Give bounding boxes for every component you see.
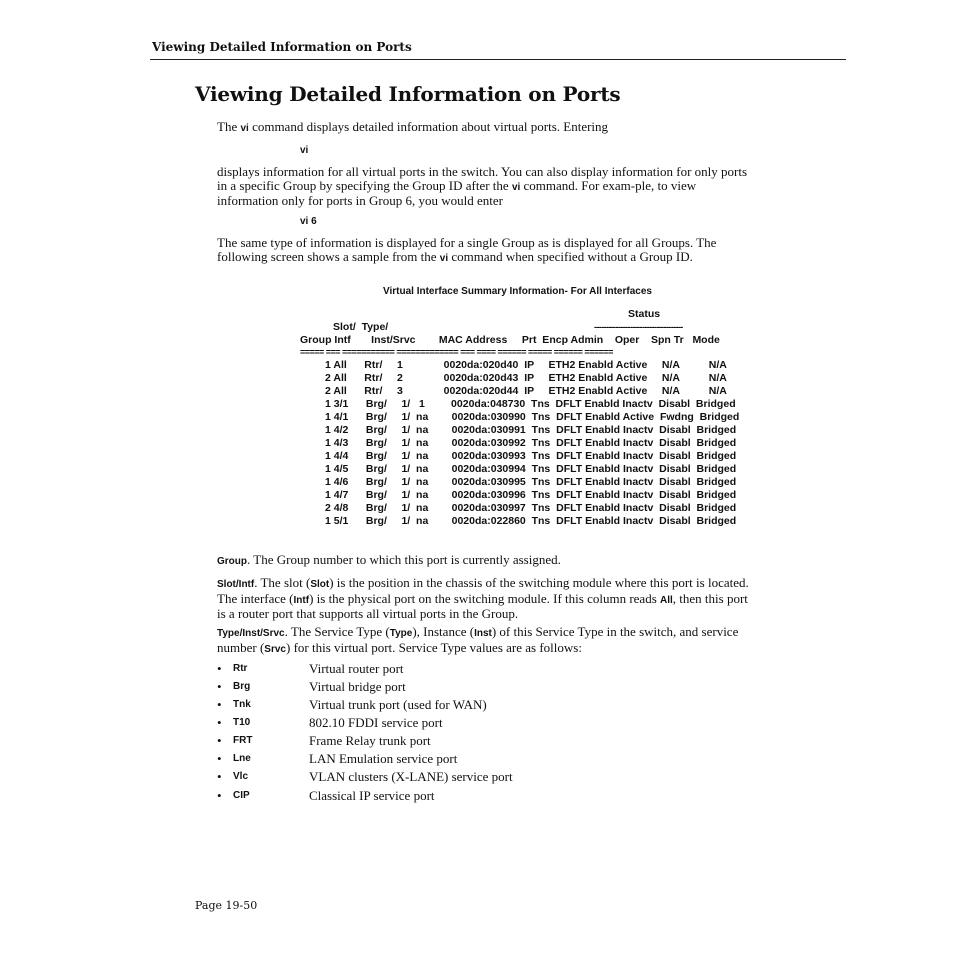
running-header: Viewing Detailed Information on Ports <box>152 40 412 54</box>
inline-command: vi <box>439 252 449 264</box>
table-row: 1 3/1 Brg/ 1/ 1 0020da:048730 Tns DFLT Enabld Inactv Disabl Bridged <box>325 398 736 410</box>
table-row: 1 4/6 Brg/ 1/ na 0020da:030995 Tns DFLT Enabld Inactv Disabl Bridged <box>325 476 737 488</box>
header-rule <box>150 59 846 60</box>
status-label: Status <box>628 308 661 320</box>
table-row: 2 4/8 Brg/ 1/ na 0020da:030997 Tns DFLT Enabld Inactv Disabl Bridged <box>325 502 737 514</box>
table-header-row-1: Slot/ Type/ <box>333 321 389 333</box>
table-row: 1 4/2 Brg/ 1/ na 0020da:030991 Tns DFLT Enabld Inactv Disabl Bridged <box>325 424 737 436</box>
term-type-inst-srvc: Type/Inst/Srvc <box>217 628 285 639</box>
intro-paragraph-3: The same type of information is displayed for a single Group as is displayed for all Groups. The following screen shows a sample from the vi command when specified without a Group ID. <box>217 235 717 264</box>
table-row: 1 4/1 Brg/ 1/ na 0020da:030990 Tns DFLT Enabld Active Fwdng Bridged <box>325 411 740 423</box>
table-row: 1 All Rtr/ 1 0020da:020d40 IP ETH2 Enabld Active N/A N/A <box>325 359 727 371</box>
definition-group: Group. The Group number to which this port is currently assigned. <box>217 552 561 567</box>
table-row: 2 All Rtr/ 2 0020da:020d43 IP ETH2 Enabld Active N/A N/A <box>325 372 727 384</box>
table-body <box>325 359 739 528</box>
definition-slot-intf: Slot/Intf. The slot (Slot) is the position in the chassis of the switching module where this port is located. The interface (Intf) is the physical port on the switching module. If this column reads All, then this port is a router port that supports all virtual ports in the Group. <box>217 575 749 621</box>
table-row: 1 5/1 Brg/ 1/ na 0020da:022860 Tns DFLT Enabld Inactv Disabl Bridged <box>325 515 737 527</box>
page-number: Page 19-50 <box>195 899 258 912</box>
intro-paragraph-2: displays information for all virtual ports in the switch. You can also display information for only ports in a specific Group by specifying the Group ID after the vi command. For exam-ple, to view information only for ports in Group 6, you would enter <box>217 164 748 208</box>
table-row: 2 All Rtr/ 3 0020da:020d44 IP ETH2 Enabld Active N/A N/A <box>325 385 727 397</box>
term-group: Group <box>217 556 247 567</box>
table-row: 1 4/5 Brg/ 1/ na 0020da:030994 Tns DFLT Enabld Inactv Disabl Bridged <box>325 463 737 475</box>
command-example-vi: vi <box>300 145 309 156</box>
command-example-vi-6: vi 6 <box>300 216 317 227</box>
page-title: Viewing Detailed Information on Ports <box>195 82 621 106</box>
definition-type-inst-srvc: Type/Inst/Srvc. The Service Type (Type), Instance (Inst) of this Service Type in the switch, and service number (Srvc) for this virtual port. Service Type values are as follows: <box>217 624 739 655</box>
term-slot-intf: Slot/Intf <box>217 579 255 590</box>
table-header-row-2: Group Intf Inst/Srvc MAC Address Prt Encp Admin Oper Spn Tr Mode <box>300 334 720 346</box>
inline-command: vi <box>240 123 249 134</box>
inline-command: vi <box>511 181 521 193</box>
intro-paragraph-1: The vi command displays detailed information about virtual ports. Entering <box>217 119 609 134</box>
table-row: 1 4/3 Brg/ 1/ na 0020da:030992 Tns DFLT Enabld Inactv Disabl Bridged <box>325 437 737 449</box>
table-separator: ===== === =========== ============= === ==== ====== ===== ====== ====== <box>300 347 613 357</box>
status-dashes: ------------------------------------- <box>594 322 683 332</box>
table-row: 1 4/7 Brg/ 1/ na 0020da:030996 Tns DFLT Enabld Inactv Disabl Bridged <box>325 489 737 501</box>
table-caption: Virtual Interface Summary Information- For All Interfaces <box>383 286 652 297</box>
table-row: 1 4/4 Brg/ 1/ na 0020da:030993 Tns DFLT Enabld Inactv Disabl Bridged <box>325 450 737 462</box>
